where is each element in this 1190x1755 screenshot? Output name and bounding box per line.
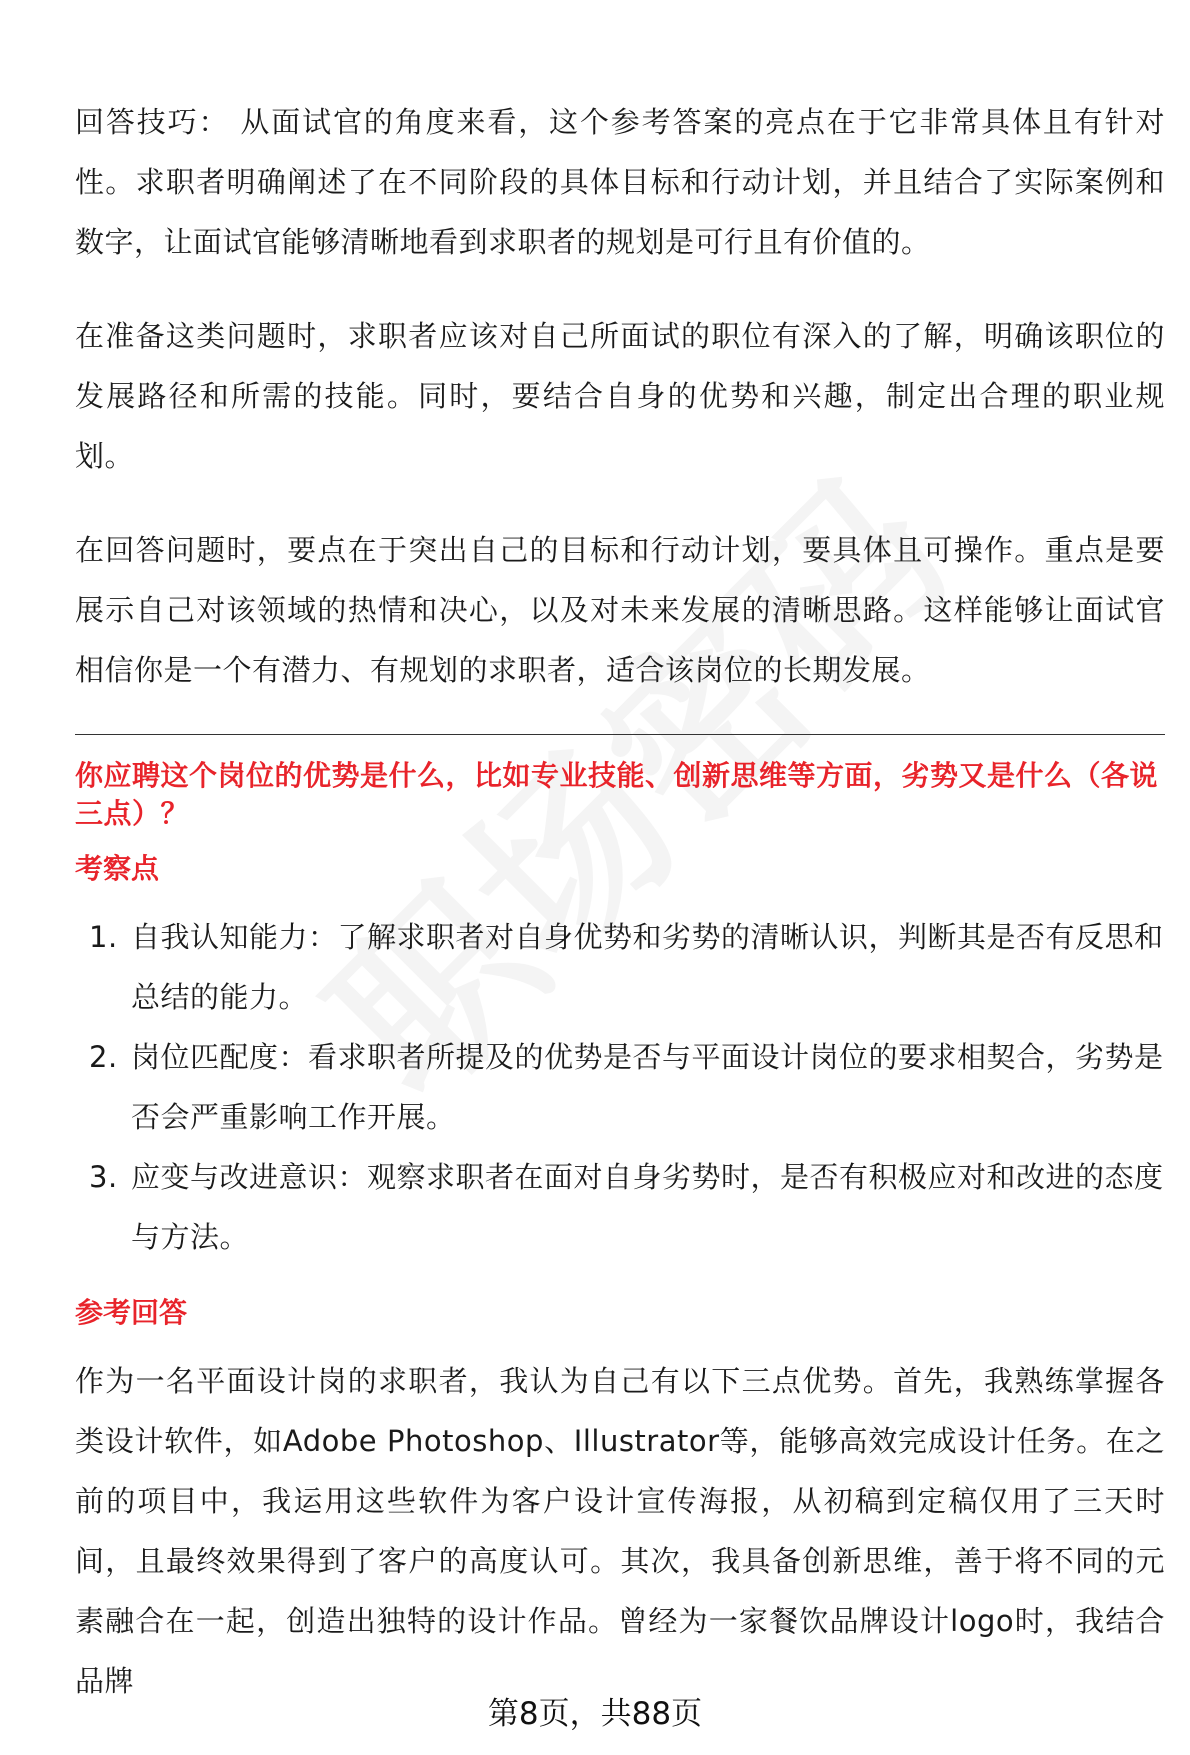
list-item [75,1027,1165,1147]
page-number: 第8页，共88页 [487,1696,703,1732]
section-divider [75,734,1165,735]
points-heading: 考察点 [75,852,160,885]
list-item-number: 2. [89,1040,118,1074]
page-content [75,92,1165,1745]
paragraph-answering: 在回答问题时，要点在于突出自己的目标和行动计划，要具体且可操作。重点是要展示自己对该领域的热情和决心，以及对未来发展的清晰思路。这样能够让面试官相信你是一个有潜力、有规划的求职者，适合该岗位的长期发展。 [75,533,1165,687]
list-item [75,907,1165,1027]
answer-heading: 参考回答 [75,1296,188,1329]
paragraph-answer: 作为一名平面设计岗的求职者，我认为自己有以下三点优势。首先，我熟练掌握各类设计软件，如Adobe Photoshop、Illustrator等，能够高效完成设计任务。在之前的项目中，我运用这些软件为客户设计宣传海报，从初稿到定稿仅用了三天时间，且最终效果得到了客户的高度认可。其次，我具备创新思维，善于将不同的元素融合在一起，创造出独特的设计作品。曾经为一家餐饮品牌设计logo时，我结合品牌 [75,1364,1165,1698]
paragraph-preparation: 在准备这类问题时，求职者应该对自己所面试的职位有深入的了解，明确该职位的发展路径和所需的技能。同时，要结合自身的优势和兴趣，制定出合理的职业规划。 [75,319,1165,473]
list-item [75,1147,1165,1267]
question-heading: 你应聘这个岗位的优势是什么，比如专业技能、创新思维等方面，劣势又是什么（各说三点）？ [75,759,1159,830]
points-list [75,907,1165,1267]
list-item-number: 1. [89,920,118,954]
list-item-text: 自我认知能力：了解求职者对自身优势和劣势的清晰认识，判断其是否有反思和总结的能力。 [131,920,1164,1014]
list-item-number: 3. [89,1160,118,1194]
paragraph-tips: 回答技巧： 从面试官的角度来看，这个参考答案的亮点在于它非常具体且有针对性。求职者明确阐述了在不同阶段的具体目标和行动计划，并且结合了实际案例和数字，让面试官能够清晰地看到求职者的规划是可行且有价值的。 [75,105,1165,259]
list-item-text: 应变与改进意识：观察求职者在面对自身劣势时，是否有积极应对和改进的态度与方法。 [131,1160,1164,1254]
list-item-text: 岗位匹配度：看求职者所提及的优势是否与平面设计岗位的要求相契合，劣势是否会严重影响工作开展。 [131,1040,1164,1134]
